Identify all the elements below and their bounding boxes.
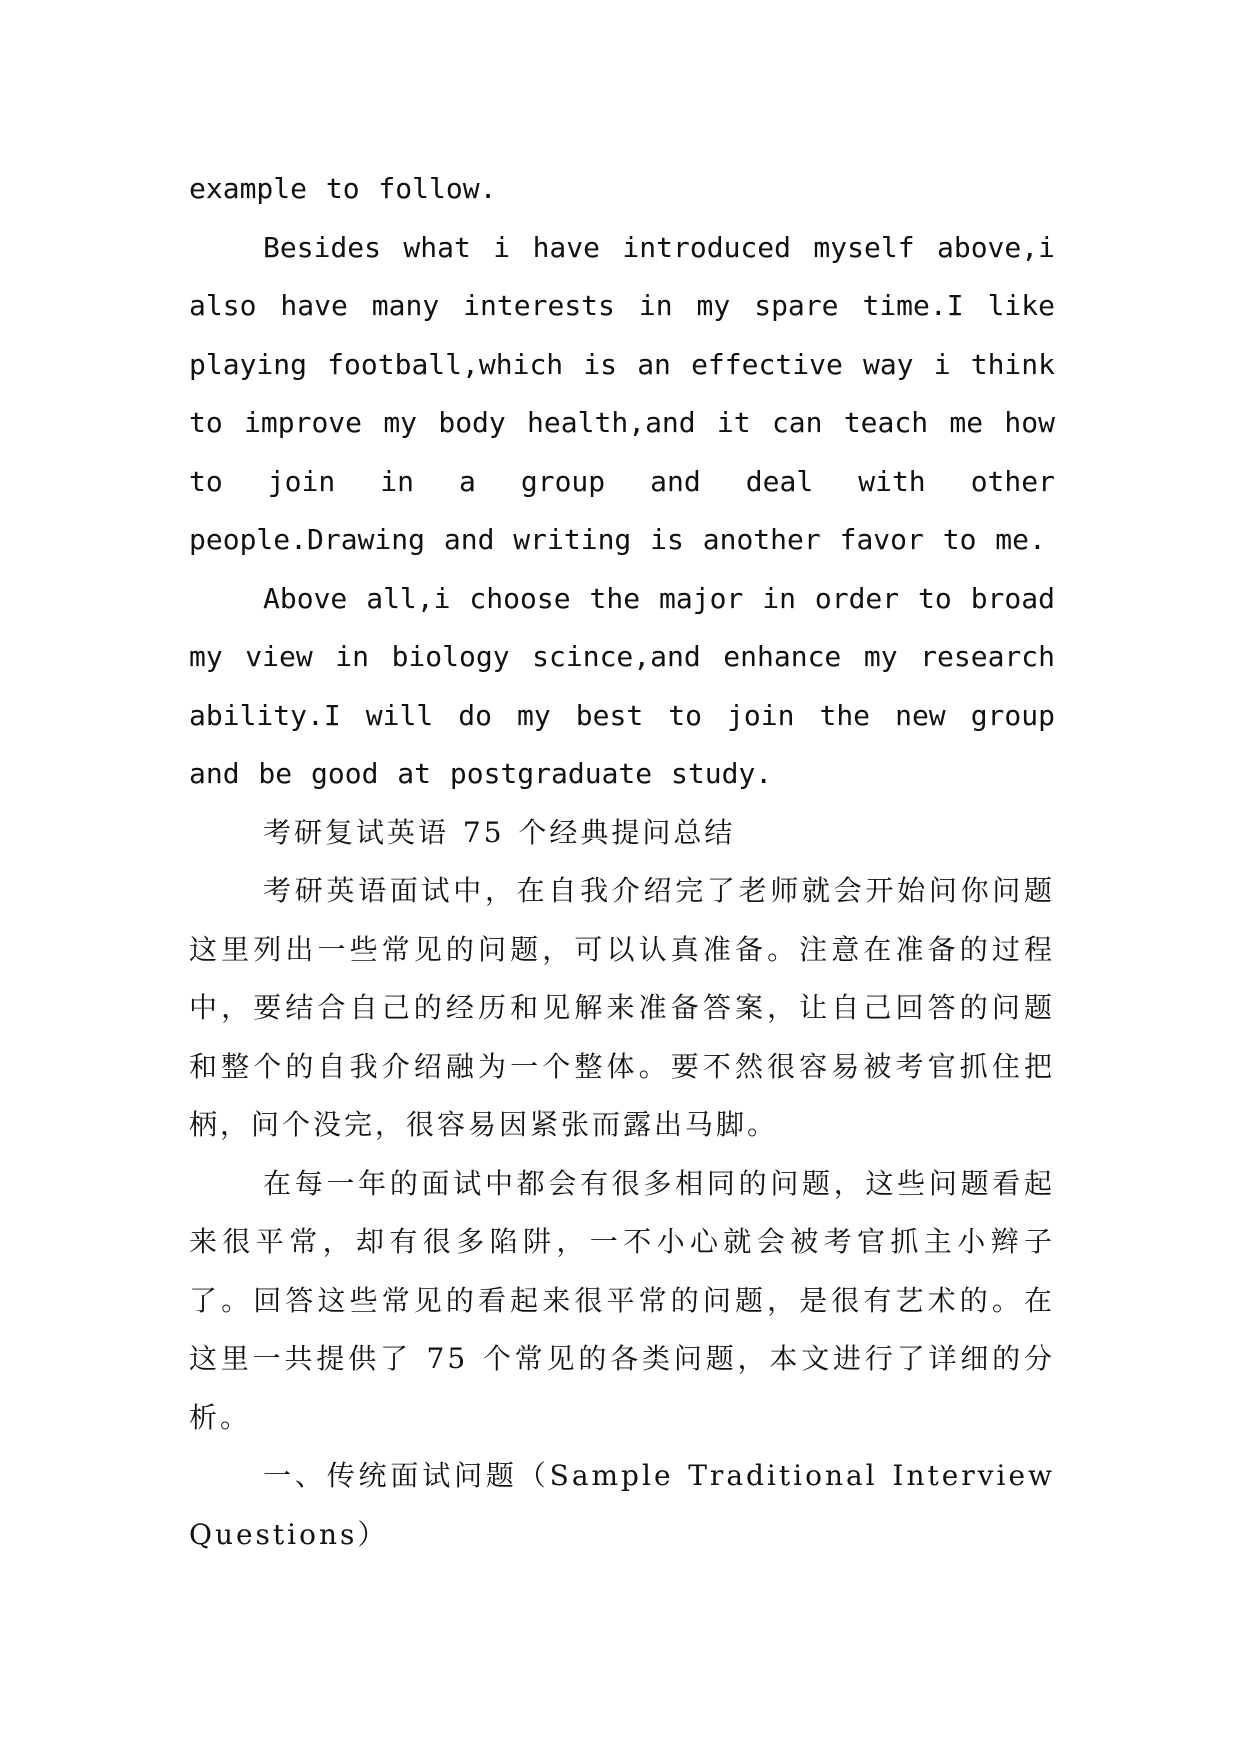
section-heading: 考研复试英语 75 个经典提问总结 (263, 815, 736, 849)
paragraph-continuation: example to follow. (189, 172, 497, 205)
document-body (189, 160, 1055, 1564)
paragraph-conclusion: Above all,i choose the major in order to broad my view in biology scince,and enhance my research ability.I will do my best to join the new group and be good at postgraduate study. (189, 581, 1055, 790)
subsection-heading-traditional: 一、传统面试问题（Sample Traditional Interview Questions） (189, 1459, 1055, 1551)
paragraph-interview-intro: 考研英语面试中，在自我介绍完了老师就会开始问你问题这里列出一些常见的问题，可以认真准备。注意在准备的过程中，要结合自己的经历和见解来准备答案，让自己回答的问题和整个的自我介绍融为一个整体。要不然很容易被考官抓住把柄，问个没完，很容易因紧张而露出马脚。 (189, 874, 1055, 1141)
paragraph-interests: Besides what i have introduced myself above,i also have many interests in my spare time.I like playing football,which is an effective way i think to improve my body health,and it can teach me how to join in a group and deal with other people.Drawing and writing is another favor to me. (189, 230, 1055, 556)
paragraph-common-questions: 在每一年的面试中都会有很多相同的问题，这些问题看起来很平常，却有很多陷阱，一不小心就会被考官抓主小辫子了。回答这些常见的看起来很平常的问题，是很有艺术的。在这里一共提供了 75 个常见的各类问题，本文进行了详细的分析。 (189, 1166, 1055, 1434)
